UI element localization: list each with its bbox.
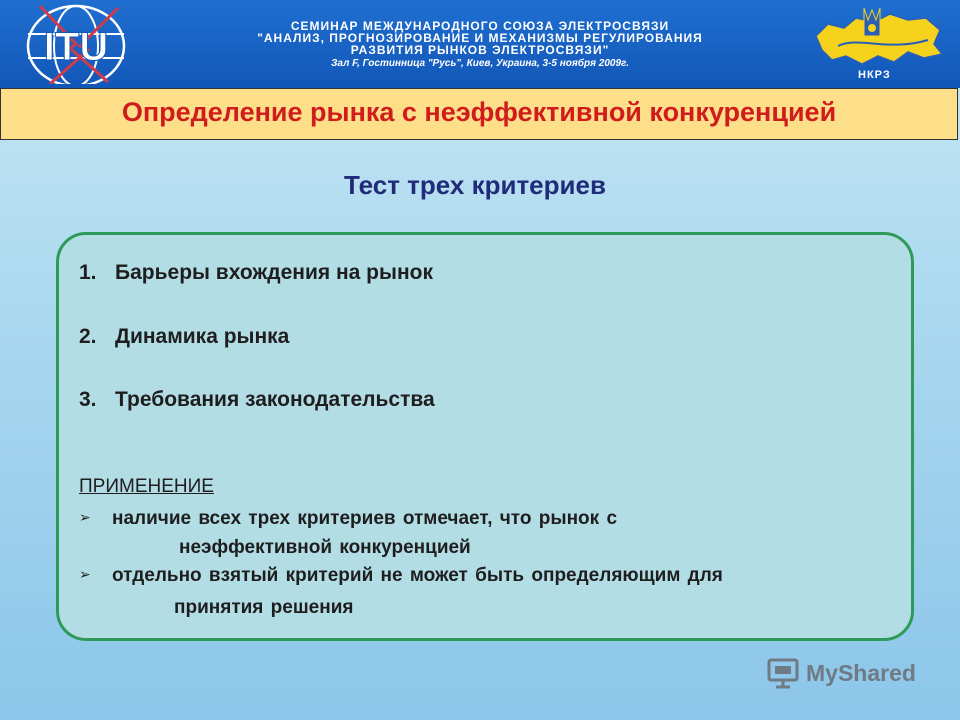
criterion-item <box>79 388 435 412</box>
bullet-item <box>79 565 723 587</box>
criterion-item <box>79 325 289 349</box>
ukraine-map-logo-icon <box>808 6 948 70</box>
header-banner <box>0 0 960 88</box>
criterion-text: Динамика рынка <box>115 325 290 348</box>
seminar-line-3: РАЗВИТИЯ РЫНКОВ ЭЛЕКТРОСВЯЗИ" <box>350 43 610 57</box>
bullet-text: наличие всех трех критериев отмечает, что рынок с <box>112 508 618 529</box>
arrow-bullet-icon: ➢ <box>79 566 91 582</box>
bullet-item <box>79 508 617 530</box>
criterion-text: Барьеры вхождения на рынок <box>115 261 433 284</box>
bullet-continuation: принятия решения <box>174 597 354 618</box>
seminar-venue: Зал F, Гостинница "Русь", Киев, Украина, 3-5 ноября 2009г. <box>330 58 629 69</box>
myshared-watermark <box>766 656 926 696</box>
criterion-number: 2. <box>79 325 97 348</box>
seminar-heading <box>175 20 785 71</box>
criterion-number: 1. <box>79 261 97 284</box>
bullet-text: отдельно взятый критерий не может быть определяющим для <box>112 565 723 586</box>
seminar-line-1: СЕМИНАР МЕЖДУНАРОДНОГО СОЮЗА ЭЛЕКТРОСВЯЗИ <box>290 19 670 33</box>
nkrz-label: НКРЗ <box>858 69 891 81</box>
seminar-line-2: "АНАЛИЗ, ПРОГНОЗИРОВАНИЕ И МЕХАНИЗМЫ РЕГУЛИРОВАНИЯ <box>257 31 703 45</box>
watermark-text: MyShared <box>806 660 916 686</box>
criteria-box <box>56 232 914 641</box>
presentation-board-icon <box>766 656 800 690</box>
bullet-continuation: неэффективной конкуренцией <box>179 537 471 558</box>
criterion-text: Требования законодательства <box>115 388 435 411</box>
application-heading: ПРИМЕНЕНИЕ <box>79 476 214 497</box>
slide-title: Определение рынка с неэффективной конкуренцией <box>121 96 837 127</box>
itu-logo-text: ITU <box>43 25 109 69</box>
criterion-item <box>79 261 433 285</box>
slide-title-bar <box>0 88 958 140</box>
itu-globe-logo-icon <box>18 4 168 84</box>
slide-subtitle: Тест трех критериев <box>344 170 606 200</box>
arrow-bullet-icon: ➢ <box>79 509 91 525</box>
criterion-number: 3. <box>79 388 97 411</box>
